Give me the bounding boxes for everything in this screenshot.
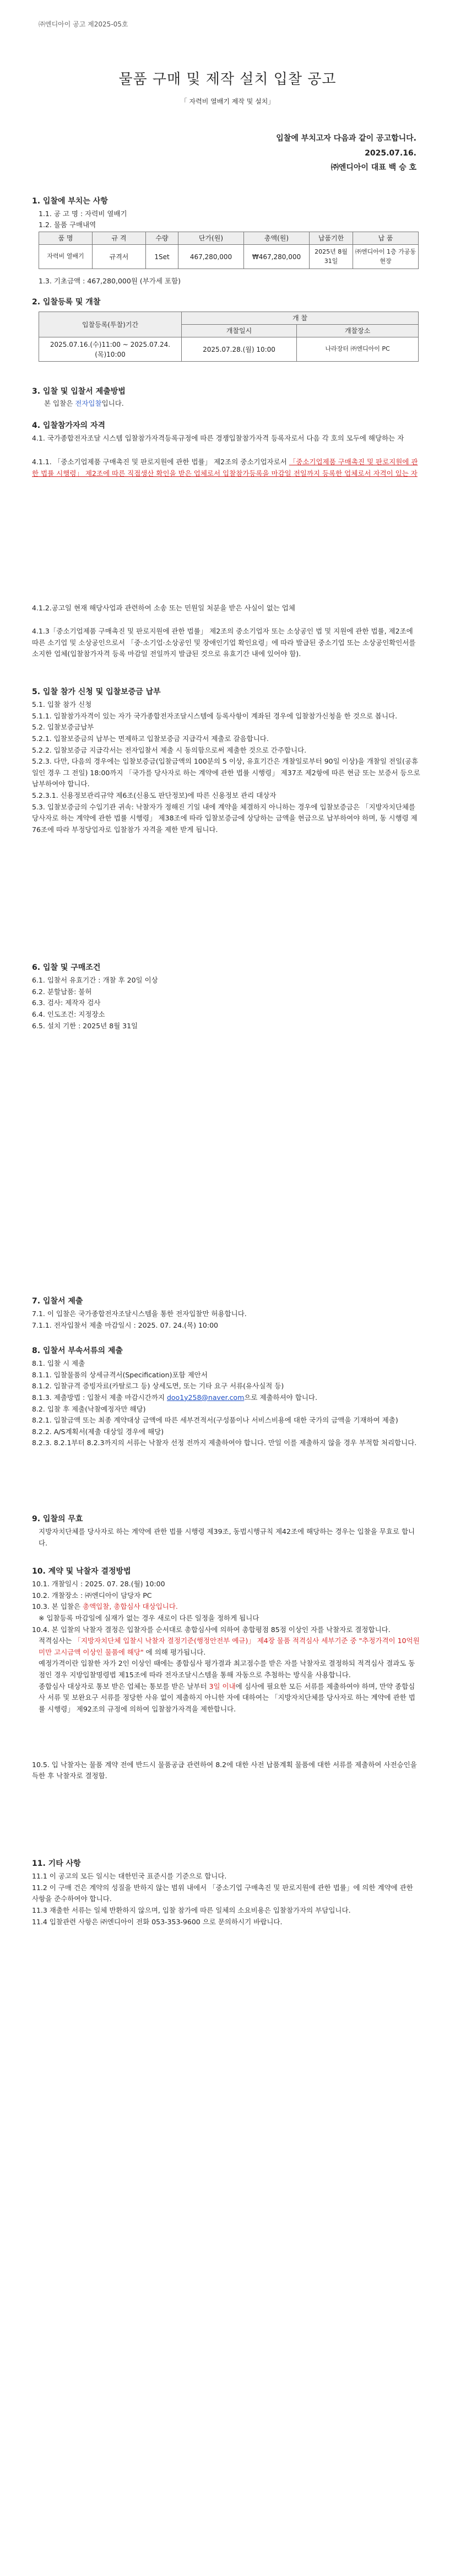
document-title: 물품 구매 및 제작 설치 입찰 공고 xyxy=(118,71,337,88)
table-cell: 규격서 xyxy=(93,245,146,269)
document-subtitle: 「 자력비 열배기 제작 및 설치」 xyxy=(180,98,275,105)
notice-reference: ㈜엔디아이 공고 제2025-05호 xyxy=(39,20,128,28)
submission-method-suffix: 으로 제출하셔야 합니다. xyxy=(244,1393,317,1402)
evaluation-prefix: 적격심사는 xyxy=(39,1636,74,1645)
submission-email-link[interactable]: doo1y258@naver.com xyxy=(166,1393,245,1402)
section-10-line: 10.4. 본 입찰의 낙찰자 결정은 입찰자를 순서대로 총합심사에 의하여 총합평점 85점 이상인 자를 낙찰자로 결정합니다. xyxy=(32,1625,391,1634)
section-10-line: ※ 입찰등록 마감일에 실재가 없는 경우 새로이 다른 일정을 정하게 됩니다 xyxy=(39,1613,259,1622)
section-5-line: 5.2.3.1. 신용정보관리규약 제6조(신용도 판단정보)에 따른 신용정보 관리 대상자 xyxy=(32,791,277,799)
section-4-heading: 4. 입찰참가자의 자격 xyxy=(32,421,105,430)
section-5-line: 5.1. 입찰 참가 신청 xyxy=(32,700,92,709)
issuer: ㈜엔디아이 대표 백 승 호 xyxy=(331,163,416,173)
table-cell: 2025.07.16.(수)11:00 ~ 2025.07.24.(목)10:00 xyxy=(39,337,182,362)
section-5-line: 5.1.1. 입찰참가자격이 있는 자가 국가종합전자조달시스템에 등록사항이 계좌된 경우에 입찰참가신청을 한 것으로 봅니다. xyxy=(32,711,398,720)
section-10-line: 예정가격이란 입찰한 자가 2인 이상인 때에는 종합심사 평가결과 최고점수를 받은 자를 낙찰자로 결정하되 적격심사 결과도 동점인 경우 지방입찰명령법 제15조에 따라 전자조달시스템을 통해 자동으로 추첨하는 방식을 사용합니다. xyxy=(39,1659,415,1679)
table-header: 개찰일시 xyxy=(182,325,297,337)
table-header: 납 품 xyxy=(353,232,419,245)
deadline-suffix: 에 심사에 필요한 모든 서류를 제출하여야 하며, 만약 종합심사 서류 및 보완요구 서류를 정당한 사유 없이 제출하지 아니한 자에 대하여는 「지방자치단체를 당사자로 하는 계약에 관한 법률 시행령」 제92조의 규정에 의하여 입찰참가자격을 제한합니다. xyxy=(39,1682,415,1713)
section-9-heading: 9. 입찰의 무효 xyxy=(32,1515,83,1523)
section-10-line xyxy=(32,1681,420,1715)
table-header: 납품기한 xyxy=(310,232,353,245)
section-7-line: 7.1. 이 입찰은 국가종합전자조달시스템을 통한 전자입찰만 허용합니다. xyxy=(32,1310,247,1318)
base-amount: 1.3. 기초금액 : 467,280,000원 (부가세 포함) xyxy=(39,277,181,285)
deadline-highlight: 3일 이내 xyxy=(209,1682,236,1690)
table-header: 단가(원) xyxy=(178,232,244,245)
section-7-heading: 7. 입찰서 제출 xyxy=(32,1297,83,1306)
electronic-bid-highlight: 전자입찰 xyxy=(75,399,102,407)
section-8-line: 8.2.3. 8.2.1부터 8.2.3까지의 서류는 낙찰자 선정 전까지 제출하여야 합니다. 만일 이를 제출하지 않을 경우 부적합 처리합니다. xyxy=(32,1439,417,1447)
table-cell: ₩467,280,000 xyxy=(244,245,310,269)
qualification-paragraph-4: 4.1.3「중소기업제품 구매촉진 및 판로지원에 관한 법률」 제2조의 중소기업자 또는 소상공인 법 및 지원에 관한 법률, 제2조에 따른 소기업 및 소상공인으로서 「중·소기업·소상공인 및 장애인기업 확인요령」에 따라 발급된 중소기업 또는 소상공인확인서를 소지한 업체(입찰참가자격 등록 마감일 전일까지 발급된 것으로 유효기간 내에 있어야 함). xyxy=(32,627,416,658)
intro-text: 입찰에 부치고자 다음과 같이 공고합니다. xyxy=(276,134,416,143)
qualification-paragraph-1: 4.1. 국가종합전자조달 시스템 입찰참가자격등록규정에 따른 경쟁입찰참가자격 등록자로서 다음 각 호의 모두에 해당하는 자 xyxy=(32,434,404,442)
section-8-line: 8.1.2. 입찰규격 증빙자료(카탈로그 등) 상세도면, 또는 기타 요구 서류(유사실적 등) xyxy=(32,1382,284,1391)
section-2-heading: 2. 입찰등록 및 개찰 xyxy=(32,298,101,307)
table-cell: 1Set xyxy=(146,245,178,269)
section-5-line: 5.2.3. 다만, 다음의 경우에는 입찰보증금(입찰금액의 100분의 5 이상, 유효기간은 개찰일로부터 90일 이상)을 개찰일 전일(공휴일인 경우 그 전일) 18:00까지 「국가를 당사자로 하는 계약에 관한 법률 시행령」 제37조 제2항에 따른 현금 또는 보증서 등으로 납부하여야 합니다. xyxy=(32,757,420,788)
section-11-heading: 11. 기타 사항 xyxy=(32,1859,81,1868)
section-6-line: 6.3. 검사: 제작자 검사 xyxy=(32,999,101,1007)
section-5-line: 5.3. 입찰보증금의 수입기관 귀속: 낙찰자가 정해진 기일 내에 계약을 체결하지 아니하는 경우에 입찰보증금은 「지방자치단체를 당사자로 하는 계약에 관한 법률 시행령」 제38조에 따라 입찰보증금에 상당하는 금액을 현금으로 납부하여야 하며, 동 시행령 제76조에 따라 부정당업자로 입찰참가 자격을 제한 받게 됩니다. xyxy=(32,802,418,834)
section-10-line: 10.5. 입 낙찰자는 물품 계약 전에 반드시 물품공급 관련하여 8.2에 대한 사전 납품계획 물품에 대한 서류를 제출하여 사전승인을 득한 후 낙찰자로 결정함. xyxy=(32,1760,417,1780)
section-8-line: 8.1.1. 입찰물품의 상세규격서(Specification)포함 제안서 xyxy=(32,1370,208,1379)
section-6-body xyxy=(32,975,420,1032)
qualification-highlight: 「중소기업제품 구매촉진 및 판로지원에 관한 법률 시행령」 제2조에 따른 직접생산 확인을 받은 업체로서 입찰참가등록을 마감일 전일까지 등록한 업체로서 자격이 있는 자 xyxy=(32,458,418,477)
table-cell: 467,280,000 xyxy=(178,245,244,269)
purchase-details-label: 1.2. 물품 구매내역 xyxy=(39,221,96,229)
section-7-line: 7.1.1. 전자입찰서 제출 마감일시 : 2025. 07. 24.(목) 10:00 xyxy=(32,1321,218,1329)
submission-method-prefix: 8.1.3. 제출방법 : 입찰서 제출 마감시간까지 xyxy=(32,1393,167,1402)
award-method-highlight: 총액입찰, 총합심사 대상입니다. xyxy=(83,1602,178,1611)
section-5-body xyxy=(32,699,420,836)
qualification-paragraph-3: 4.1.2.공고일 현재 해당사업과 관련하여 소송 또는 민원일 처분을 받은 사실이 없는 업체 xyxy=(32,604,295,612)
section-6-heading: 6. 입찰 및 구매조건 xyxy=(32,963,101,972)
section-6-line: 6.5. 설치 기한 : 2025년 8월 31일 xyxy=(32,1021,138,1030)
announcement-date: 2025.07.16. xyxy=(365,148,416,158)
section-3-heading: 3. 입찰 및 입찰서 제출방법 xyxy=(32,387,126,396)
section-8-line: 8.2. 입찰 후 제출(낙찰예정자만 해당) xyxy=(32,1404,146,1413)
bid-schedule-table xyxy=(39,312,419,362)
evaluation-highlight: 「지방자치단체 입찰시 낙찰자 결정기준(행정안전부 예규)」 제4장 물품 적격심사 세부기준 중 "추정가격이 10억원 미만 고시금액 이상인 물품에 해당" xyxy=(39,1636,420,1656)
table-cell: 나라장터 ㈜엔디아이 PC xyxy=(297,337,419,362)
section-5-line: 5.2.1. 입찰보증금의 납부는 면제하고 입찰보증금 지급각서 제출로 갈음합니다. xyxy=(32,734,269,743)
table-cell: 2025.07.28.(월) 10:00 xyxy=(182,337,297,362)
deadline-prefix: 종합심사 대상자로 통보 받은 업체는 통보를 받은 날부터 xyxy=(39,1682,209,1690)
section-6-line: 6.2. 분할납품: 불허 xyxy=(32,987,92,996)
table-header: 입찰등록(투찰)기간 xyxy=(39,312,182,337)
section-11-line: 11.3 재출한 서류는 일체 반환하지 않으며, 입찰 참가에 따른 일체의 소요비용은 입찰참가자의 부담입니다. xyxy=(32,1906,351,1914)
table-header: 개찰장소 xyxy=(297,325,419,337)
table-cell: ㈜엔디아이 1층 가공동 현장 xyxy=(353,245,419,269)
table-cell: 자력비 열배기 xyxy=(39,245,93,269)
section-11-body xyxy=(32,1871,420,1928)
notice-name: 1.1. 공 고 명 : 자력비 열배기 xyxy=(39,210,127,218)
bid-method-suffix: 입니다. xyxy=(101,399,124,407)
section-6-line: 6.4. 인도조건: 지정장소 xyxy=(32,1010,105,1018)
section-5-heading: 5. 입찰 참가 신청 및 입찰보증금 납부 xyxy=(32,688,161,696)
section-10-body xyxy=(32,1579,420,1782)
bid-method-text xyxy=(44,398,124,410)
section-5-line: 5.2. 입찰보증금납부 xyxy=(32,723,94,732)
qualification-prefix: 4.1.1. 「중소기업제품 구매촉진 및 판로지원에 관한 법률」 제2조의 중소기업자로서 xyxy=(32,458,289,466)
section-11-line: 11.2 이 구매 건은 계약의 성질을 반하지 않는 범위 내에서 「중소기업 구매촉진 및 판로지원에 관한 법률」에 의한 계약에 관한 사항을 준수하여야 합니다. xyxy=(32,1883,413,1903)
announcement-block xyxy=(276,131,416,175)
table-header: 규 격 xyxy=(93,232,146,245)
table-header: 총액(원) xyxy=(244,232,310,245)
section-8-body xyxy=(32,1358,420,1449)
section-8-line xyxy=(32,1392,420,1404)
section-11-line: 11.4 입찰관련 사항은 ㈜엔디아이 전화 053-353-9600 으로 문의하시기 바랍니다. xyxy=(32,1917,283,1926)
section-9-body: 지방자치단체를 당사자로 하는 계약에 관한 법률 시행령 제39조, 동법시행규칙 제42조에 해당하는 경우는 입찰을 무효로 합니다. xyxy=(39,1527,415,1547)
section-1-heading: 1. 입찰에 부치는 사항 xyxy=(32,197,108,206)
section-6-line: 6.1. 입찰서 유효기간 : 개찰 후 20일 이상 xyxy=(32,976,158,984)
section-8-line: 8.2.1. 입찰금액 또는 최종 계약대상 금액에 따른 세부견적서(구성품이나 서비스비용에 대한 국가의 금액을 기재하여 제출) xyxy=(32,1416,398,1425)
section-8-line: 8.1. 입찰 시 제출 xyxy=(32,1359,85,1367)
award-method-prefix: 10.3. 본 입찰은 xyxy=(32,1602,83,1611)
section-5-line: 5.2.2. 입찰보증금 지급각서는 전자입찰서 제출 시 동의함으로써 제출한 것으로 간주합니다. xyxy=(32,745,307,754)
table-header: 개 찰 xyxy=(182,312,419,325)
section-10-line: 10.2. 개찰장소 : ㈜엔디아이 담당자 PC xyxy=(32,1591,152,1600)
section-11-line: 11.1 이 공고의 모든 일시는 대한민국 표준시를 기준으로 합니다. xyxy=(32,1872,227,1880)
table-header: 품 명 xyxy=(39,232,93,245)
table-cell: 2025년 8월 31일 xyxy=(310,245,353,269)
section-8-heading: 8. 입찰서 부속서류의 제출 xyxy=(32,1346,123,1355)
section-10-heading: 10. 계약 및 낙찰자 결정방법 xyxy=(32,1567,131,1576)
bid-method-prefix: 본 입찰은 xyxy=(44,399,75,407)
purchase-table xyxy=(39,232,419,269)
section-10-line: 10.1. 개찰일시 : 2025. 07. 28.(월) 10:00 xyxy=(32,1580,165,1588)
table-header: 수량 xyxy=(146,232,178,245)
section-8-line: 8.2.2. A/S계획서(제출 대상일 경우에 해당) xyxy=(32,1427,164,1436)
section-10-line xyxy=(32,1635,420,1658)
qualification-paragraph-2 xyxy=(32,457,420,479)
section-7-body xyxy=(32,1308,420,1331)
evaluation-suffix: 에 의해 평가됩니다. xyxy=(143,1647,206,1656)
section-10-line xyxy=(32,1601,420,1613)
